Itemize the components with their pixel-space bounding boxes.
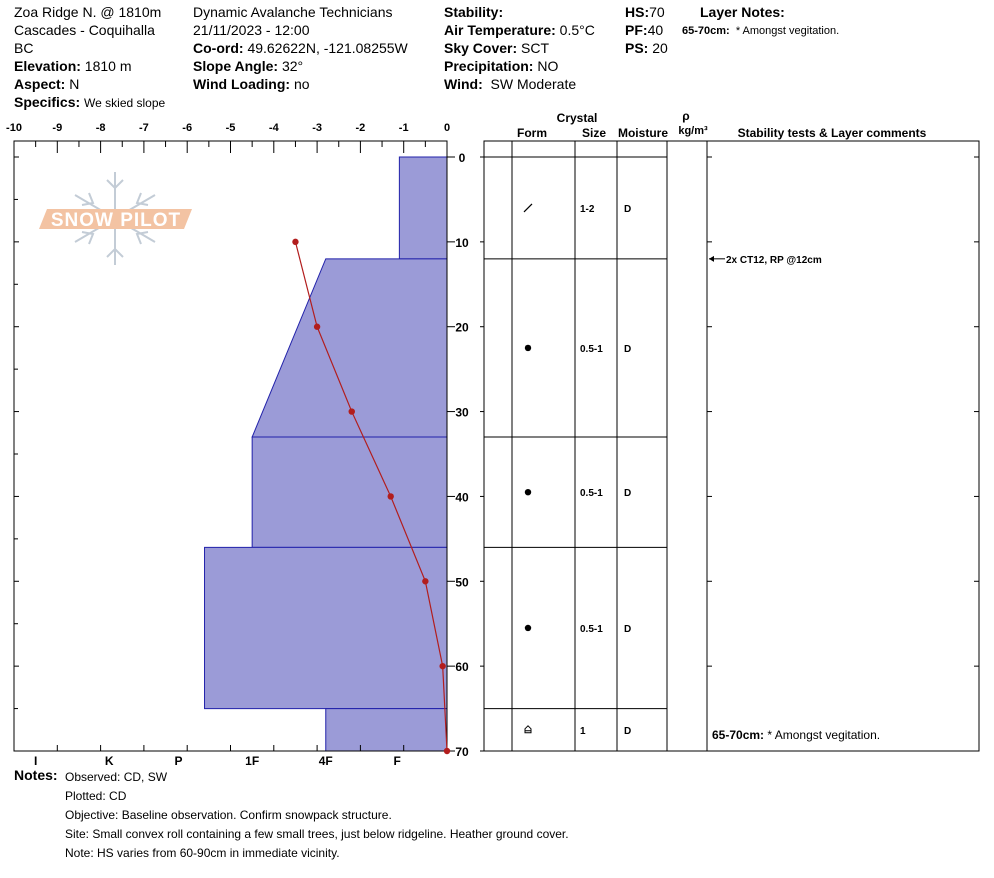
- header-crystal: Crystal: [556, 111, 598, 125]
- notes-line: Observed: CD, SW: [65, 770, 168, 784]
- site-state: BC: [14, 40, 34, 56]
- slope-value: 32°: [281, 58, 304, 74]
- aspect-value: N: [69, 76, 80, 92]
- site-region: Cascades - Coquihalla: [14, 22, 155, 38]
- layer-moisture: D: [624, 203, 632, 215]
- layer-notes-title: Layer Notes:: [700, 4, 785, 20]
- layer-comment-text: * Amongst vegitation.: [767, 728, 881, 742]
- layer-size: 0.5-1: [580, 623, 603, 635]
- layer-moisture: D: [624, 623, 632, 635]
- table-border: [484, 141, 979, 751]
- rounded-form-icon: [525, 489, 531, 495]
- temp-tick-label: -1: [398, 122, 409, 134]
- header-comments: Stability tests & Layer comments: [737, 126, 927, 140]
- pf-label: PF:: [625, 22, 648, 38]
- temperature-point: [444, 748, 450, 754]
- elevation-label: Elevation:: [14, 58, 81, 74]
- coord-value: 49.62622N, -121.08255W: [247, 40, 408, 56]
- hs-label: HS:: [625, 4, 650, 20]
- depth-tick-label: 50: [455, 575, 469, 590]
- logo-text: SNOW PILOT: [50, 210, 182, 231]
- stability-label: Stability:: [444, 4, 504, 20]
- depth-hoar-form-icon: [525, 726, 531, 733]
- temp-tick-label: -9: [52, 122, 63, 134]
- temp-tick-label: -5: [225, 122, 236, 134]
- specifics-label: Specifics:: [14, 94, 81, 110]
- depth-tick-label: 30: [455, 405, 469, 420]
- wind-label: Wind:: [444, 76, 483, 92]
- wind-value: SW Moderate: [490, 76, 577, 92]
- ps-value: 20: [652, 40, 668, 56]
- slope-label: Slope Angle:: [193, 58, 279, 74]
- temperature-point: [314, 324, 320, 330]
- observation-datetime: 21/11/2023 - 12:00: [193, 22, 310, 38]
- temp-tick-label: -2: [355, 122, 366, 134]
- sky-label: Sky Cover:: [444, 40, 518, 56]
- hardness-layer: [252, 437, 447, 547]
- temperature-point: [422, 578, 428, 584]
- temp-tick-label: -10: [6, 122, 22, 134]
- layer-size: 0.5-1: [580, 343, 603, 355]
- depth-tick-label: 40: [455, 490, 469, 505]
- hardness-label: 1F: [245, 754, 260, 768]
- sky-value: SCT: [521, 40, 550, 56]
- depth-tick-label: 60: [455, 660, 469, 675]
- header-density-unit: kg/m³: [678, 125, 708, 137]
- layer-comment: [712, 728, 880, 742]
- hardness-label: F: [393, 754, 401, 768]
- layer-table: [484, 141, 979, 751]
- layer-moisture: D: [624, 343, 632, 355]
- hardness-layer: [399, 157, 447, 259]
- temperature-point: [439, 663, 445, 669]
- temperature-point: [349, 408, 355, 414]
- temp-tick-label: -6: [182, 122, 193, 134]
- hardness-layer: [205, 547, 447, 708]
- coord-label: Co-ord:: [193, 40, 244, 56]
- temp-tick-label: -4: [268, 122, 279, 134]
- temp-tick-label: -7: [139, 122, 149, 134]
- hs-value: 70: [649, 4, 665, 20]
- depth-tick-label: 10: [455, 235, 469, 250]
- header-moisture: Moisture: [617, 126, 669, 140]
- depth-tick-label: 20: [455, 320, 469, 335]
- air-temp-value: 0.5°C: [559, 22, 595, 38]
- depth-tick-label: 0: [458, 151, 466, 165]
- hardness-profile: [205, 157, 447, 751]
- site-location: Zoa Ridge N. @ 1810m: [14, 4, 162, 20]
- wind-loading-label: Wind Loading:: [193, 76, 291, 92]
- precip-value: NO: [537, 58, 559, 74]
- header-form: Form: [517, 126, 547, 140]
- precip-label: Precipitation:: [444, 58, 534, 74]
- ps-label: PS:: [625, 40, 649, 56]
- layer-table-rows: [484, 157, 880, 742]
- layer-size: 0.5-1: [580, 488, 603, 500]
- snowpilot-logo: [39, 172, 192, 265]
- layer-table-headers: [517, 109, 927, 140]
- hardness-layer: [326, 709, 447, 751]
- temperature-point: [388, 493, 394, 499]
- temp-tick-label: 0: [443, 122, 451, 134]
- notes-line: Site: Small convex roll containing a few small trees, just below ridgeline. Heather ground cover.: [65, 827, 569, 841]
- layer-size: 1: [580, 725, 586, 737]
- elevation-value: 1810 m: [84, 58, 132, 74]
- air-temp-label: Air Temperature:: [444, 22, 556, 38]
- hardness-label: P: [174, 754, 183, 768]
- hardness-label: I: [33, 754, 38, 768]
- layer-size: 1-2: [580, 203, 595, 215]
- temp-tick-label: -8: [95, 122, 106, 134]
- notes-line: Plotted: CD: [65, 789, 127, 803]
- wind-loading-value: no: [293, 76, 310, 92]
- pf-value: 40: [647, 22, 664, 38]
- header-size: Size: [581, 126, 607, 140]
- specifics-value: We skied slope: [84, 96, 166, 110]
- hardness-label: 4F: [318, 754, 333, 768]
- decomposing-form-icon: [524, 204, 532, 212]
- layer-notes-text: * Amongst vegitation.: [735, 25, 840, 37]
- rounded-form-icon: [525, 625, 531, 631]
- layer-moisture: D: [624, 488, 632, 500]
- notes-label: Notes:: [14, 767, 58, 783]
- header-rho: ρ: [682, 109, 690, 123]
- stability-test-label: 2x CT12, RP @12cm: [726, 254, 822, 266]
- hardness-axis: [34, 754, 401, 768]
- notes-line: Note: HS varies from 60-90cm in immediate vicinity.: [65, 846, 340, 860]
- temperature-point: [292, 239, 298, 245]
- temp-tick-label: -3: [312, 122, 322, 134]
- layer-notes-range: 65-70cm:: [682, 25, 730, 37]
- layer-moisture: D: [624, 725, 632, 737]
- layer-comment-range: 65-70cm:: [712, 728, 768, 742]
- rounded-form-icon: [525, 345, 531, 351]
- aspect-label: Aspect:: [14, 76, 66, 92]
- observer-org: Dynamic Avalanche Technicians: [193, 4, 393, 20]
- hardness-label: K: [104, 754, 114, 768]
- notes-line: Objective: Baseline observation. Confirm snowpack structure.: [65, 808, 392, 822]
- arrow-head-icon: [709, 256, 714, 262]
- depth-tick-label: 70: [455, 745, 469, 759]
